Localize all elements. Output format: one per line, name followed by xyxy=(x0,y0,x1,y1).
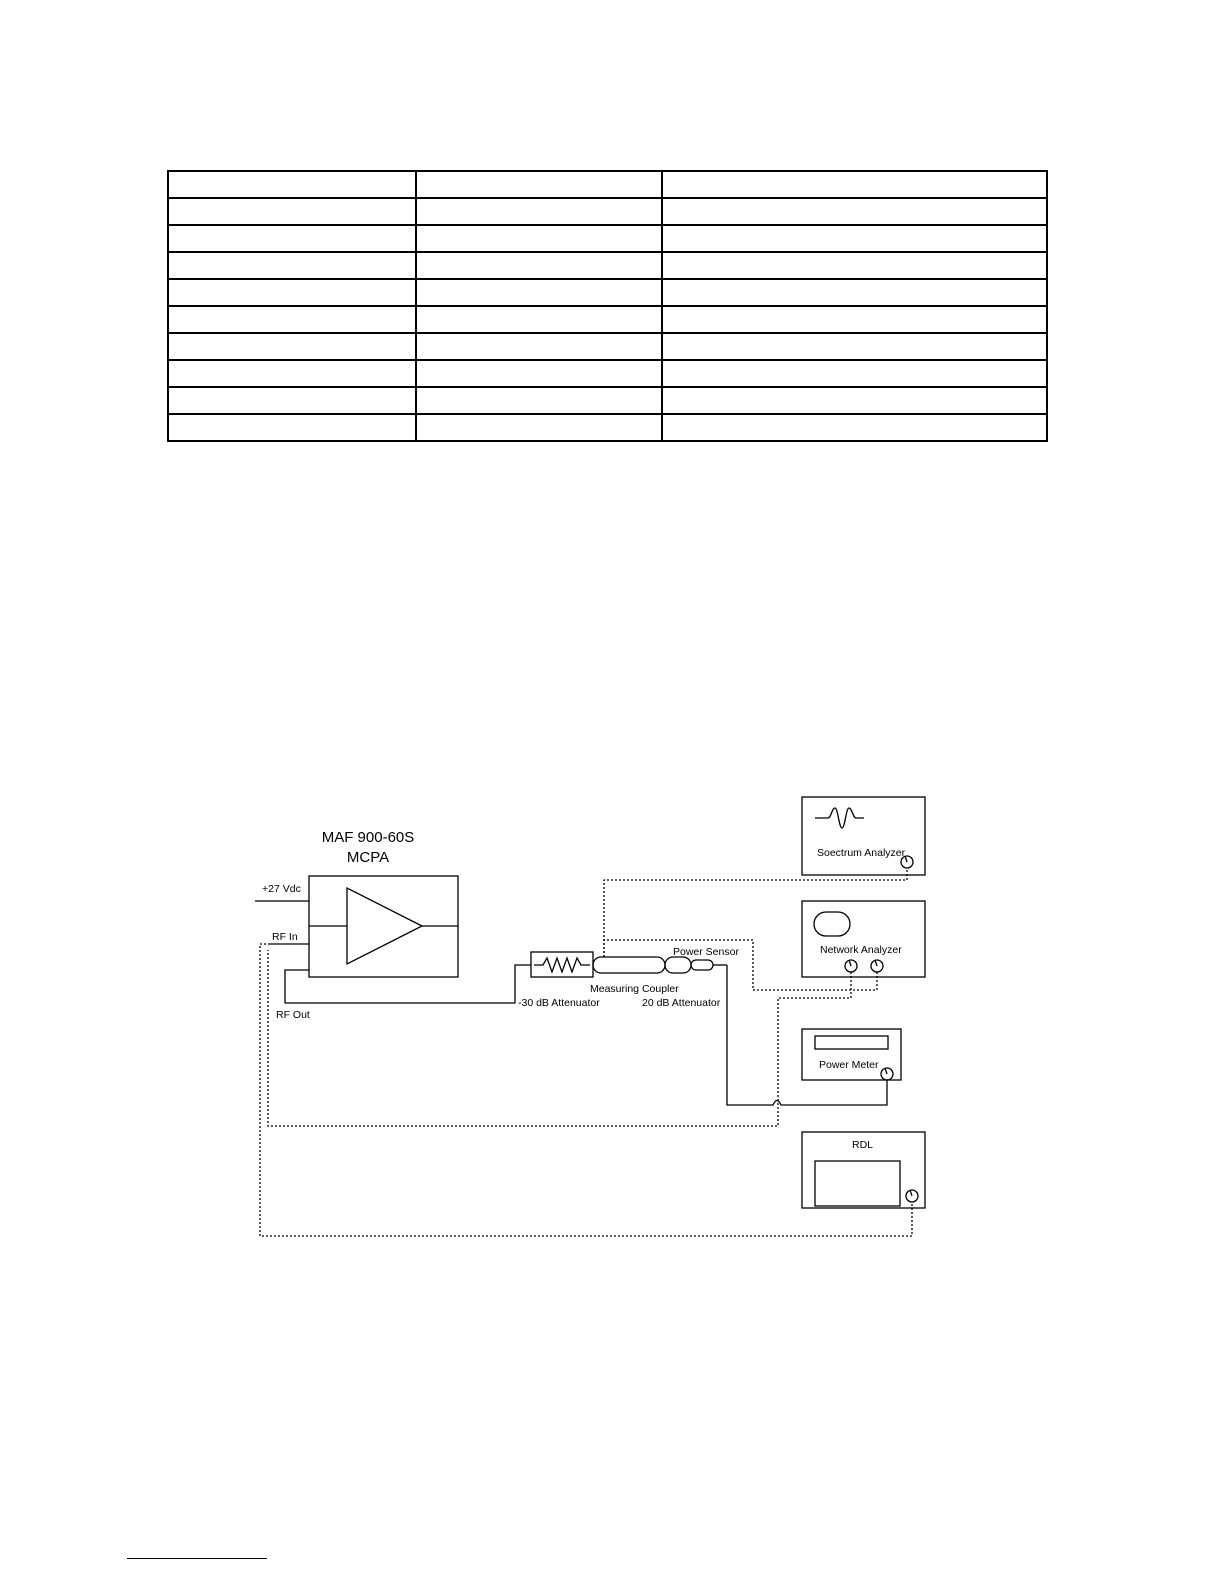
power-sensor-cable xyxy=(727,965,887,1105)
network-analyzer-port2-knob xyxy=(875,960,877,966)
power-sensor xyxy=(691,960,713,970)
spectrum-analyzer-box xyxy=(802,797,925,875)
power-meter-display xyxy=(815,1036,888,1049)
rf-out-cable xyxy=(285,965,531,1003)
amplifier-triangle-icon xyxy=(347,888,422,964)
mcpa-title-line2: MCPA xyxy=(346,849,390,866)
attenuator-20db-label: 20 dB Attenuator xyxy=(642,997,721,1009)
measuring-coupler xyxy=(593,957,665,973)
waveform-icon xyxy=(815,808,864,828)
rdl-label: RDL xyxy=(852,1139,874,1151)
power-meter-port-knob xyxy=(885,1068,887,1074)
resistor-icon xyxy=(534,958,590,972)
measuring-coupler-label: Measuring Coupler xyxy=(590,983,679,995)
power-meter-label: Power Meter xyxy=(819,1059,879,1071)
power-sensor-label: Power Sensor xyxy=(673,946,739,958)
network-analyzer-label: Network Analyzer xyxy=(820,944,902,956)
rdl-display xyxy=(815,1161,900,1206)
rf-in-label: RF In xyxy=(272,931,298,943)
spectrum-analyzer-label: Soectrum Analyzer xyxy=(817,847,906,859)
attenuator-30db-label: -30 dB Attenuator xyxy=(518,997,600,1009)
footnote-rule xyxy=(127,1558,267,1559)
network-analyzer-screen-icon xyxy=(814,912,850,936)
network-analyzer-box xyxy=(802,901,925,977)
rf-in-to-rdl-cable xyxy=(260,944,912,1236)
rdl-port-knob xyxy=(910,1190,912,1196)
attenuator-20db xyxy=(665,957,691,973)
network-analyzer-port1-knob xyxy=(849,960,851,966)
rf-out-label: RF Out xyxy=(276,1009,310,1021)
mcpa-title-line1: MAF 900-60S xyxy=(321,829,415,846)
spectrum-analyzer-port-knob xyxy=(905,856,907,862)
vdc-label: +27 Vdc xyxy=(262,883,301,895)
